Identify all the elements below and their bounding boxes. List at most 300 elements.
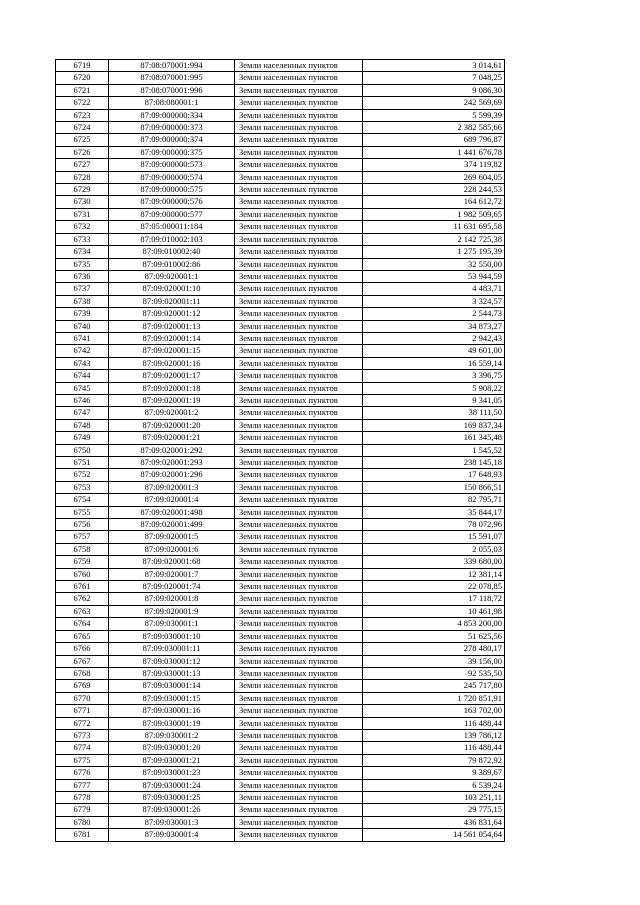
row-number-cell: 6729 [56,184,109,196]
table-row [56,729,505,741]
cadastral-number-cell: 87:09:020001:18 [109,382,235,394]
table-row [56,692,505,704]
land-category-cell: Земли населенных пунктов [235,357,363,369]
land-category-cell: Земли населенных пунктов [235,692,363,704]
row-number-cell: 6748 [56,419,109,431]
cadastral-value-cell: 245 717,80 [363,680,505,692]
cadastral-value-cell: 374 119,82 [363,159,505,171]
land-category-cell: Земли населенных пунктов [235,332,363,344]
table-row [56,667,505,679]
table-row [56,432,505,444]
cadastral-value-cell: 2 942,43 [363,332,505,344]
cadastral-value-cell: 1 720 851,91 [363,692,505,704]
row-number-cell: 6731 [56,208,109,220]
table-row [56,581,505,593]
table-row [56,345,505,357]
cadastral-number-cell: 87:09:020001:498 [109,506,235,518]
land-category-cell: Земли населенных пунктов [235,729,363,741]
cadastral-value-cell: 139 786,12 [363,729,505,741]
row-number-cell: 6755 [56,506,109,518]
land-category-cell: Земли населенных пунктов [235,419,363,431]
land-category-cell: Земли населенных пунктов [235,320,363,332]
row-number-cell: 6762 [56,593,109,605]
land-category-cell: Земли населенных пунктов [235,643,363,655]
row-number-cell: 6772 [56,717,109,729]
row-number-cell: 6730 [56,196,109,208]
cadastral-number-cell: 87:09:000000:577 [109,208,235,220]
cadastral-value-cell: 49 601,00 [363,345,505,357]
row-number-cell: 6757 [56,531,109,543]
table-row [56,804,505,816]
cadastral-value-cell: 278 480,17 [363,643,505,655]
cadastral-number-cell: 87:09:020001:13 [109,320,235,332]
cadastral-number-cell: 87:09:020001:7 [109,568,235,580]
table-row [56,754,505,766]
table-row [56,444,505,456]
cadastral-number-cell: 87:09:020001:293 [109,457,235,469]
land-category-cell: Земли населенных пунктов [235,556,363,568]
row-number-cell: 6719 [56,60,109,72]
cadastral-number-cell: 87:09:010002:86 [109,258,235,270]
cadastral-number-cell: 87:09:020001:5 [109,531,235,543]
table-row [56,605,505,617]
land-category-cell: Земли населенных пунктов [235,370,363,382]
land-category-cell: Земли населенных пунктов [235,146,363,158]
row-number-cell: 6779 [56,804,109,816]
land-category-cell: Земли населенных пунктов [235,705,363,717]
cadastral-number-cell: 87:09:020001:21 [109,432,235,444]
cadastral-number-cell: 87:09:020001:1 [109,270,235,282]
land-category-cell: Земли населенных пунктов [235,184,363,196]
cadastral-number-cell: 87:09:000000:574 [109,171,235,183]
row-number-cell: 6763 [56,605,109,617]
cadastral-value-cell: 228 244,53 [363,184,505,196]
row-number-cell: 6720 [56,72,109,84]
land-category-cell: Земли населенных пунктов [235,171,363,183]
cadastral-value-cell: 82 795,71 [363,494,505,506]
land-category-cell: Земли населенных пунктов [235,568,363,580]
cadastral-number-cell: 87:09:030001:15 [109,692,235,704]
row-number-cell: 6747 [56,407,109,419]
table-row [56,394,505,406]
cadastral-value-cell: 3 396,75 [363,370,505,382]
land-category-cell: Земли населенных пунктов [235,519,363,531]
cadastral-value-cell: 15 591,07 [363,531,505,543]
cadastral-value-cell: 38 111,50 [363,407,505,419]
cadastral-number-cell: 87:09:020001:12 [109,308,235,320]
cadastral-number-cell: 87:09:020001:17 [109,370,235,382]
table-row [56,72,505,84]
table-row [56,370,505,382]
row-number-cell: 6732 [56,221,109,233]
land-category-cell: Земли населенных пунктов [235,72,363,84]
land-category-cell: Земли населенных пунктов [235,605,363,617]
cadastral-value-table [55,59,505,842]
cadastral-number-cell: 87:08:070001:994 [109,60,235,72]
row-number-cell: 6771 [56,705,109,717]
table-row [56,60,505,72]
cadastral-number-cell: 87:09:000000:373 [109,122,235,134]
row-number-cell: 6738 [56,295,109,307]
table-row [56,717,505,729]
table-row [56,816,505,828]
cadastral-number-cell: 87:09:020001:8 [109,593,235,605]
table-row [56,593,505,605]
cadastral-number-cell: 87:09:030001:26 [109,804,235,816]
table-row [56,159,505,171]
table-row [56,295,505,307]
cadastral-value-cell: 17 648,93 [363,469,505,481]
table-row [56,233,505,245]
table-row [56,146,505,158]
table-row [56,84,505,96]
row-number-cell: 6737 [56,283,109,295]
cadastral-value-cell: 2 544,73 [363,308,505,320]
row-number-cell: 6746 [56,394,109,406]
cadastral-value-cell: 32 550,00 [363,258,505,270]
row-number-cell: 6721 [56,84,109,96]
cadastral-value-cell: 339 680,00 [363,556,505,568]
land-category-cell: Земли населенных пунктов [235,593,363,605]
table-row [56,742,505,754]
cadastral-value-cell: 2 382 585,66 [363,122,505,134]
cadastral-value-cell: 17 118,72 [363,593,505,605]
row-number-cell: 6777 [56,779,109,791]
cadastral-value-cell: 16 559,14 [363,357,505,369]
table-row [56,122,505,134]
table-row [56,171,505,183]
table-row [56,97,505,109]
row-number-cell: 6743 [56,357,109,369]
row-number-cell: 6733 [56,233,109,245]
table-row [56,506,505,518]
cadastral-number-cell: 87:09:020001:292 [109,444,235,456]
row-number-cell: 6726 [56,146,109,158]
land-category-cell: Земли населенных пунктов [235,270,363,282]
table-row [56,630,505,642]
land-category-cell: Земли населенных пунктов [235,804,363,816]
table-row [56,680,505,692]
land-category-cell: Земли населенных пунктов [235,246,363,258]
cadastral-value-cell: 269 604,05 [363,171,505,183]
cadastral-value-cell: 78 072,96 [363,519,505,531]
row-number-cell: 6736 [56,270,109,282]
land-category-cell: Земли населенных пунктов [235,60,363,72]
row-number-cell: 6780 [56,816,109,828]
cadastral-number-cell: 87:09:000000:374 [109,134,235,146]
table-row [56,481,505,493]
cadastral-number-cell: 87:09:030001:23 [109,767,235,779]
table-row [56,494,505,506]
land-category-cell: Земли населенных пунктов [235,84,363,96]
land-category-cell: Земли населенных пунктов [235,742,363,754]
table-row [56,134,505,146]
cadastral-value-cell: 53 944,59 [363,270,505,282]
row-number-cell: 6724 [56,122,109,134]
cadastral-number-cell: 87:08:070001:996 [109,84,235,96]
cadastral-number-cell: 87:09:030001:3 [109,816,235,828]
row-number-cell: 6753 [56,481,109,493]
row-number-cell: 6750 [56,444,109,456]
land-category-cell: Земли населенных пунктов [235,159,363,171]
cadastral-value-cell: 1 441 676,78 [363,146,505,158]
row-number-cell: 6735 [56,258,109,270]
cadastral-value-cell: 7 048,25 [363,72,505,84]
land-category-cell: Земли населенных пунктов [235,581,363,593]
cadastral-value-cell: 10 461,98 [363,605,505,617]
table-row [56,643,505,655]
cadastral-value-cell: 11 631 695,58 [363,221,505,233]
row-number-cell: 6769 [56,680,109,692]
land-category-cell: Земли населенных пунктов [235,394,363,406]
row-number-cell: 6778 [56,791,109,803]
land-category-cell: Земли населенных пунктов [235,208,363,220]
row-number-cell: 6740 [56,320,109,332]
cadastral-value-cell: 2 055,03 [363,543,505,555]
cadastral-value-cell: 9 389,67 [363,767,505,779]
row-number-cell: 6722 [56,97,109,109]
cadastral-value-cell: 116 488,44 [363,717,505,729]
table-row [56,457,505,469]
land-category-cell: Земли населенных пунктов [235,382,363,394]
cadastral-value-cell: 238 145,18 [363,457,505,469]
row-number-cell: 6742 [56,345,109,357]
row-number-cell: 6767 [56,655,109,667]
cadastral-number-cell: 87:09:020001:74 [109,581,235,593]
table-row [56,258,505,270]
cadastral-number-cell: 87:09:000000:576 [109,196,235,208]
cadastral-number-cell: 87:09:020001:16 [109,357,235,369]
row-number-cell: 6751 [56,457,109,469]
land-category-cell: Земли населенных пунктов [235,457,363,469]
row-number-cell: 6760 [56,568,109,580]
row-number-cell: 6727 [56,159,109,171]
land-category-cell: Земли населенных пунктов [235,618,363,630]
cadastral-number-cell: 87:09:030001:10 [109,630,235,642]
cadastral-value-cell: 1 982 509,65 [363,208,505,220]
cadastral-value-cell: 3 324,57 [363,295,505,307]
cadastral-number-cell: 87:09:020001:11 [109,295,235,307]
table-row [56,705,505,717]
cadastral-number-cell: 87:09:020001:2 [109,407,235,419]
row-number-cell: 6768 [56,667,109,679]
table-row [56,419,505,431]
cadastral-value-cell: 116 488,44 [363,742,505,754]
cadastral-value-cell: 1 545,52 [363,444,505,456]
land-category-cell: Земли населенных пунктов [235,667,363,679]
row-number-cell: 6749 [56,432,109,444]
land-category-cell: Земли населенных пунктов [235,543,363,555]
land-category-cell: Земли населенных пунктов [235,258,363,270]
table-row [56,109,505,121]
row-number-cell: 6776 [56,767,109,779]
row-number-cell: 6770 [56,692,109,704]
land-category-cell: Земли населенных пунктов [235,283,363,295]
row-number-cell: 6766 [56,643,109,655]
land-category-cell: Земли населенных пунктов [235,655,363,667]
table-row [56,357,505,369]
cadastral-number-cell: 87:09:020001:10 [109,283,235,295]
cadastral-number-cell: 87:09:030001:20 [109,742,235,754]
cadastral-number-cell: 87:08:080001:1 [109,97,235,109]
land-category-cell: Земли населенных пунктов [235,481,363,493]
land-category-cell: Земли населенных пунктов [235,680,363,692]
table-row [56,308,505,320]
cadastral-number-cell: 87:09:030001:4 [109,829,235,841]
table-row [56,270,505,282]
row-number-cell: 6723 [56,109,109,121]
land-category-cell: Земли населенных пунктов [235,295,363,307]
cadastral-value-cell: 9 341,05 [363,394,505,406]
cadastral-number-cell: 87:09:030001:14 [109,680,235,692]
cadastral-number-cell: 87:09:020001:4 [109,494,235,506]
cadastral-value-cell: 39 156,00 [363,655,505,667]
row-number-cell: 6754 [56,494,109,506]
cadastral-number-cell: 87:09:000000:375 [109,146,235,158]
table-row [56,332,505,344]
land-category-cell: Земли населенных пунктов [235,308,363,320]
land-category-cell: Земли населенных пунктов [235,494,363,506]
row-number-cell: 6739 [56,308,109,320]
table-row [56,556,505,568]
row-number-cell: 6775 [56,754,109,766]
row-number-cell: 6728 [56,171,109,183]
table-row [56,469,505,481]
land-category-cell: Земли населенных пунктов [235,829,363,841]
row-number-cell: 6741 [56,332,109,344]
land-category-cell: Земли населенных пунктов [235,432,363,444]
row-number-cell: 6764 [56,618,109,630]
table-row [56,320,505,332]
cadastral-number-cell: 87:09:000000:575 [109,184,235,196]
table-row [56,655,505,667]
cadastral-value-cell: 51 625,56 [363,630,505,642]
row-number-cell: 6745 [56,382,109,394]
cadastral-value-cell: 29 775,15 [363,804,505,816]
cadastral-value-cell: 5 599,39 [363,109,505,121]
table-row [56,767,505,779]
cadastral-number-cell: 87:09:030001:21 [109,754,235,766]
land-category-cell: Земли населенных пунктов [235,506,363,518]
row-number-cell: 6761 [56,581,109,593]
land-category-cell: Земли населенных пунктов [235,444,363,456]
row-number-cell: 6758 [56,543,109,555]
row-number-cell: 6765 [56,630,109,642]
land-category-cell: Земли населенных пунктов [235,122,363,134]
cadastral-value-cell: 150 866,51 [363,481,505,493]
cadastral-number-cell: 87:09:030001:13 [109,667,235,679]
cadastral-number-cell: 87:09:030001:16 [109,705,235,717]
row-number-cell: 6759 [56,556,109,568]
cadastral-value-cell: 35 844,17 [363,506,505,518]
row-number-cell: 6756 [56,519,109,531]
cadastral-value-cell: 436 831,64 [363,816,505,828]
cadastral-value-cell: 9 086,30 [363,84,505,96]
land-category-cell: Земли населенных пунктов [235,196,363,208]
table-row [56,568,505,580]
table-body [56,60,505,842]
land-category-cell: Земли населенных пунктов [235,717,363,729]
land-category-cell: Земли населенных пунктов [235,407,363,419]
cadastral-number-cell: 87:09:020001:14 [109,332,235,344]
land-category-cell: Земли населенных пунктов [235,754,363,766]
cadastral-value-cell: 163 702,00 [363,705,505,717]
row-number-cell: 6774 [56,742,109,754]
cadastral-value-cell: 2 142 725,38 [363,233,505,245]
cadastral-value-cell: 4 483,71 [363,283,505,295]
table-row [56,246,505,258]
cadastral-value-cell: 689 796,87 [363,134,505,146]
land-category-cell: Земли населенных пунктов [235,109,363,121]
table-row [56,519,505,531]
table-row [56,221,505,233]
cadastral-value-cell: 79 872,92 [363,754,505,766]
row-number-cell: 6752 [56,469,109,481]
land-category-cell: Земли населенных пунктов [235,97,363,109]
cadastral-value-cell: 22 078,85 [363,581,505,593]
cadastral-value-cell: 34 873,27 [363,320,505,332]
table-row [56,543,505,555]
cadastral-number-cell: 87:09:020001:20 [109,419,235,431]
cadastral-number-cell: 87:09:020001:6 [109,543,235,555]
land-category-cell: Земли населенных пунктов [235,531,363,543]
cadastral-value-cell: 103 251,11 [363,791,505,803]
table-row [56,407,505,419]
cadastral-value-cell: 5 908,22 [363,382,505,394]
cadastral-value-cell: 3 014,61 [363,60,505,72]
row-number-cell: 6725 [56,134,109,146]
cadastral-number-cell: 87:09:010002:40 [109,246,235,258]
cadastral-value-cell: 161 345,48 [363,432,505,444]
cadastral-number-cell: 87:09:010002:103 [109,233,235,245]
cadastral-number-cell: 87:09:020001:15 [109,345,235,357]
cadastral-number-cell: 87:09:030001:25 [109,791,235,803]
cadastral-number-cell: 87:09:030001:12 [109,655,235,667]
cadastral-number-cell: 87:09:030001:19 [109,717,235,729]
cadastral-value-cell: 242 569,69 [363,97,505,109]
row-number-cell: 6734 [56,246,109,258]
land-category-cell: Земли населенных пунктов [235,816,363,828]
cadastral-number-cell: 87:09:020001:19 [109,394,235,406]
cadastral-number-cell: 87:09:020001:296 [109,469,235,481]
cadastral-number-cell: 87:09:030001:11 [109,643,235,655]
land-category-cell: Земли населенных пунктов [235,469,363,481]
land-category-cell: Земли населенных пунктов [235,233,363,245]
cadastral-number-cell: 87:09:000000:573 [109,159,235,171]
cadastral-value-cell: 14 561 054,64 [363,829,505,841]
table-row [56,208,505,220]
cadastral-number-cell: 87:09:030001:1 [109,618,235,630]
cadastral-value-cell: 12 381,14 [363,568,505,580]
land-category-cell: Земли населенных пунктов [235,767,363,779]
cadastral-value-cell: 169 837,34 [363,419,505,431]
cadastral-value-cell: 1 275 195,39 [363,246,505,258]
cadastral-number-cell: 87:09:000000:334 [109,109,235,121]
land-category-cell: Земли населенных пунктов [235,345,363,357]
table-row [56,196,505,208]
cadastral-number-cell: 87:09:030001:2 [109,729,235,741]
table-row [56,531,505,543]
cadastral-number-cell: 87:09:020001:499 [109,519,235,531]
table-row [56,283,505,295]
cadastral-value-cell: 164 612,72 [363,196,505,208]
cadastral-number-cell: 87:05:000011:184 [109,221,235,233]
table-row [56,779,505,791]
land-category-cell: Земли населенных пунктов [235,630,363,642]
row-number-cell: 6781 [56,829,109,841]
land-category-cell: Земли населенных пунктов [235,779,363,791]
cadastral-number-cell: 87:09:020001:3 [109,481,235,493]
